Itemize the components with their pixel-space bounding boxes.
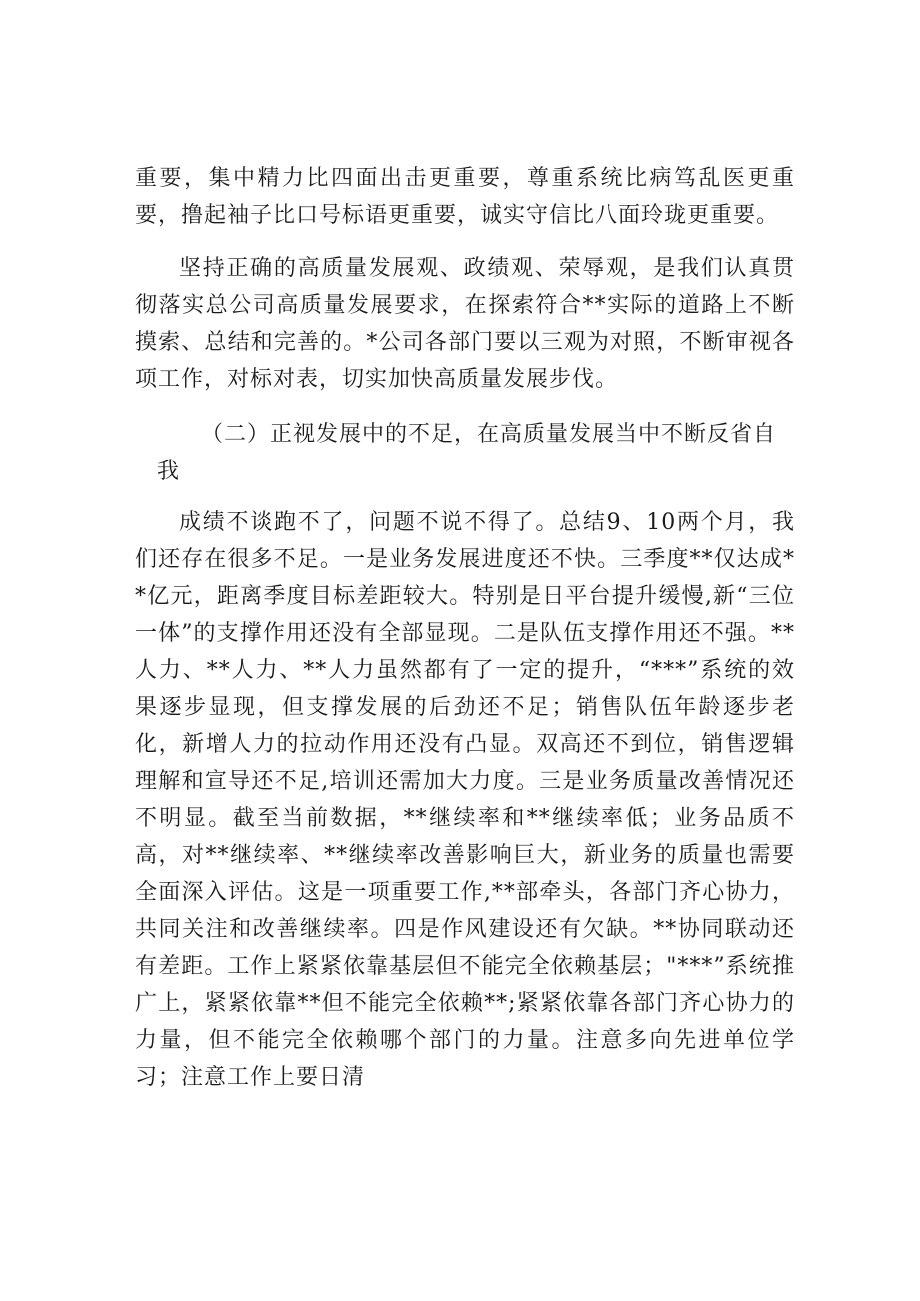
- paragraph-quality-development-view: 坚持正确的高质量发展观、政绩观、荣辱观，是我们认真贯彻落实总公司高质量发展要求，在探索符合**实际的道路上不断摸索、总结和完善的。*公司各部门要以三观为对照，不断审视各项工作，对标对表，切实加快高质量发展步伐。: [135, 256, 795, 392]
- paragraph-continuation: 重要，集中精力比四面出击更重要，尊重系统比病笃乱医更重要，撸起袖子比口号标语更重要，诚实守信比八面玲珑更重要。: [135, 166, 795, 228]
- document-body: [135, 160, 795, 1096]
- paragraph-shortcomings: 成绩不谈跑不了，问题不说不得了。总结9、10两个月，我们还存在很多不足。一是业务发展进度还不快。三季度**仅达成**亿元，距离季度目标差距较大。特别是日平台提升缓慢,新“三位一体”的支撑作用还没有全部显现。二是队伍支撑作用还不强。**人力、**人力、**人力虽然都有了一定的提升，“***”系统的效果逐步显现，但支撑发展的后劲还不足；销售队伍年龄逐步老化，新增人力的拉动作用还没有凸显。双高还不到位，销售逻辑理解和宣导还不足,培训还需加大力度。三是业务质量改善情况还不明显。截至当前数据，**继续率和**继续率低；业务品质不高，对**继续率、**继续率改善影响巨大，新业务的质量也需要全面深入评估。这是一项重要工作,**部牵头，各部门齐心协力，共同关注和改善继续率。四是作风建设还有欠缺。**协同联动还有差距。工作上紧紧依靠基层但不能完全依赖基层；"***”系统推广上，紧紧依靠**但不能完全依赖**;紧紧依靠各部门齐心协力的力量，但不能完全依赖哪个部门的力量。注意多向先进单位学习；注意工作上要日清: [135, 510, 795, 1090]
- section-heading: （二）正视发展中的不足，在高质量发展当中不断反省自我: [157, 422, 777, 484]
